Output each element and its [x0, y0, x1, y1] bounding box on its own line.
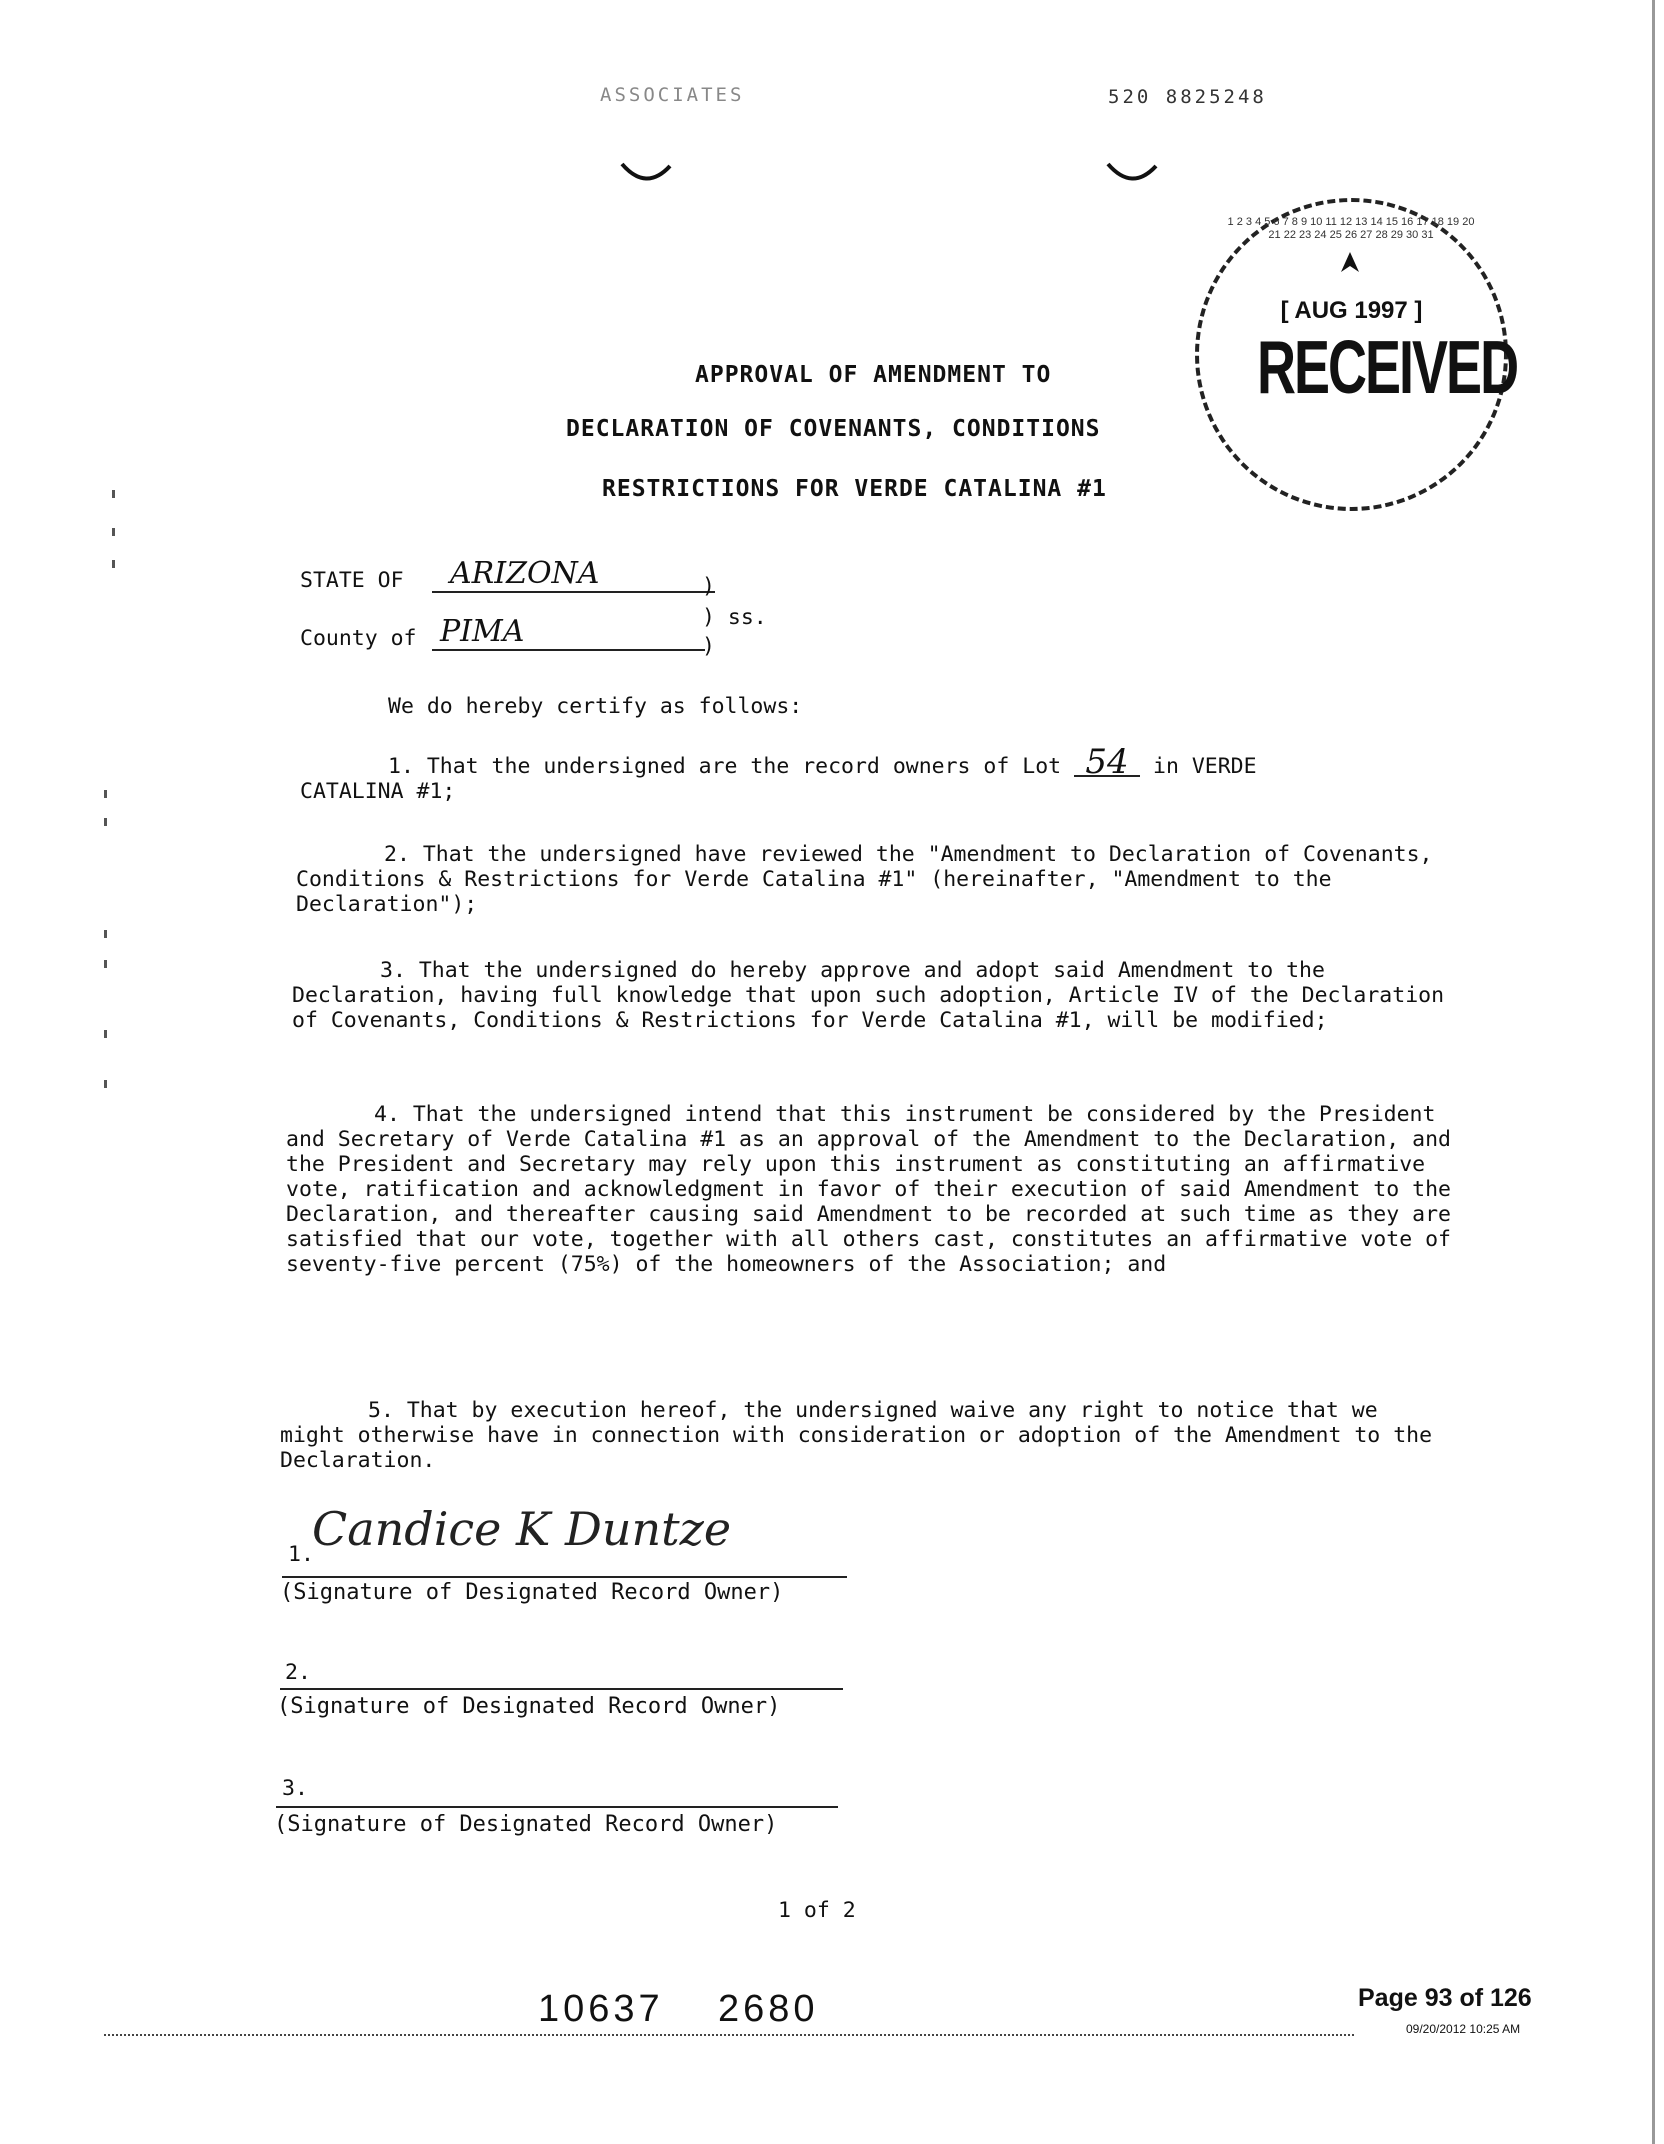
title-line-2: DECLARATION OF COVENANTS, CONDITIONS [566, 416, 1101, 442]
lot-number: 54 [1074, 750, 1140, 777]
signature-3-number: 3. [282, 1776, 308, 1801]
hole-mark-left [616, 158, 676, 188]
item-1-suffix: in VERDE [1153, 754, 1257, 779]
edge-mark [104, 930, 107, 938]
item-3: 3. That the undersigned do hereby approve and adopt said Amendment to the Declaration, having full knowledge that upon such adoption, Article IV of the Declaration of Covenants, Conditions & Restrictions for Verde Catalina #1, will be modified; [292, 958, 1445, 1033]
signature-2-number: 2. [285, 1660, 311, 1685]
edge-mark [112, 560, 115, 568]
intro-text: We do hereby certify as follows: [388, 694, 803, 719]
hole-mark-right [1102, 158, 1162, 188]
fax-sender: ASSOCIATES [600, 84, 745, 106]
right-edge-line [1652, 0, 1655, 2144]
footer-timestamp: 09/20/2012 10:25 AM [1406, 2022, 1521, 2036]
bracket-2: ) [702, 634, 715, 659]
item-1-line-2: CATALINA #1; [300, 779, 456, 804]
recording-docket: 10637 [538, 1988, 664, 2030]
signature-1-number: 1. [288, 1542, 314, 1567]
footer-page-number: Page 93 of 126 [1358, 1984, 1532, 2012]
signature-1-handwriting: Candice K Duntze [312, 1502, 732, 1556]
item-1-prefix: 1. That the undersigned are the record owners of Lot [388, 754, 1062, 779]
fax-number: 520 8825248 [1108, 86, 1267, 108]
stamp-ring-numbers: 1 2 3 4 5 6 7 8 9 10 11 12 13 14 15 16 17 18 19 20 21 22 23 24 25 26 27 28 29 30 31 [1227, 216, 1475, 241]
state-value: ARIZONA [432, 556, 715, 593]
recording-page: 2680 [718, 1988, 819, 2030]
bracket-1: ) [702, 574, 715, 599]
signature-1-label: (Signature of Designated Record Owner) [280, 1580, 784, 1605]
edge-mark [104, 960, 107, 968]
received-stamp [1195, 198, 1518, 511]
county-value: PIMA [432, 614, 705, 651]
ss-label: ) ss. [702, 605, 767, 630]
item-1 [300, 742, 1420, 804]
edge-mark [112, 490, 115, 498]
signature-3-label: (Signature of Designated Record Owner) [274, 1812, 778, 1837]
edge-mark [104, 790, 107, 798]
stamp-date: [ AUG 1997 ] [1280, 297, 1423, 324]
item-4: 4. That the undersigned intend that this instrument be considered by the President and Secretary of Verde Catalina #1 as an approval of the Amendment to the Declaration, and the President and Secretary may rely upon this instrument as constituting an affirmative vote, ratification and acknowledgment in favor of their execution of said Amendment to the Declaration, and thereafter causing said Amendment to be recorded at such time as they are satisfied that our vote, together with all others cast, constitutes an affirmative vote of seventy-five percent (75%) of the homeowners of the Association; and [286, 1102, 1451, 1277]
title-line-1: APPROVAL OF AMENDMENT TO [695, 362, 1052, 388]
page-of: 1 of 2 [778, 1898, 856, 1923]
county-label: County of [300, 626, 417, 651]
edge-mark [104, 1030, 107, 1038]
item-2: 2. That the undersigned have reviewed the "Amendment to Declaration of Covenants, Conditions & Restrictions for Verde Catalina #1" (hereinafter, "Amendment to the Declaration"); [296, 842, 1433, 917]
edge-mark [112, 528, 115, 536]
signature-1-line [282, 1576, 847, 1578]
stamp-received: RECEIVED [1257, 326, 1518, 410]
signature-2-label: (Signature of Designated Record Owner) [277, 1694, 781, 1719]
signature-3-line [276, 1806, 838, 1808]
title-line-3: RESTRICTIONS FOR VERDE CATALINA #1 [602, 476, 1107, 502]
dotted-rule [104, 2034, 1354, 2036]
arrow-up-icon [1339, 250, 1361, 278]
edge-mark [104, 818, 107, 826]
signature-2-line [280, 1688, 843, 1690]
item-5: 5. That by execution hereof, the undersigned waive any right to notice that we might otherwise have in connection with consideration or adoption of the Amendment to the Declaration. [280, 1398, 1433, 1473]
state-label: STATE OF [300, 568, 404, 593]
edge-mark [104, 1080, 107, 1088]
